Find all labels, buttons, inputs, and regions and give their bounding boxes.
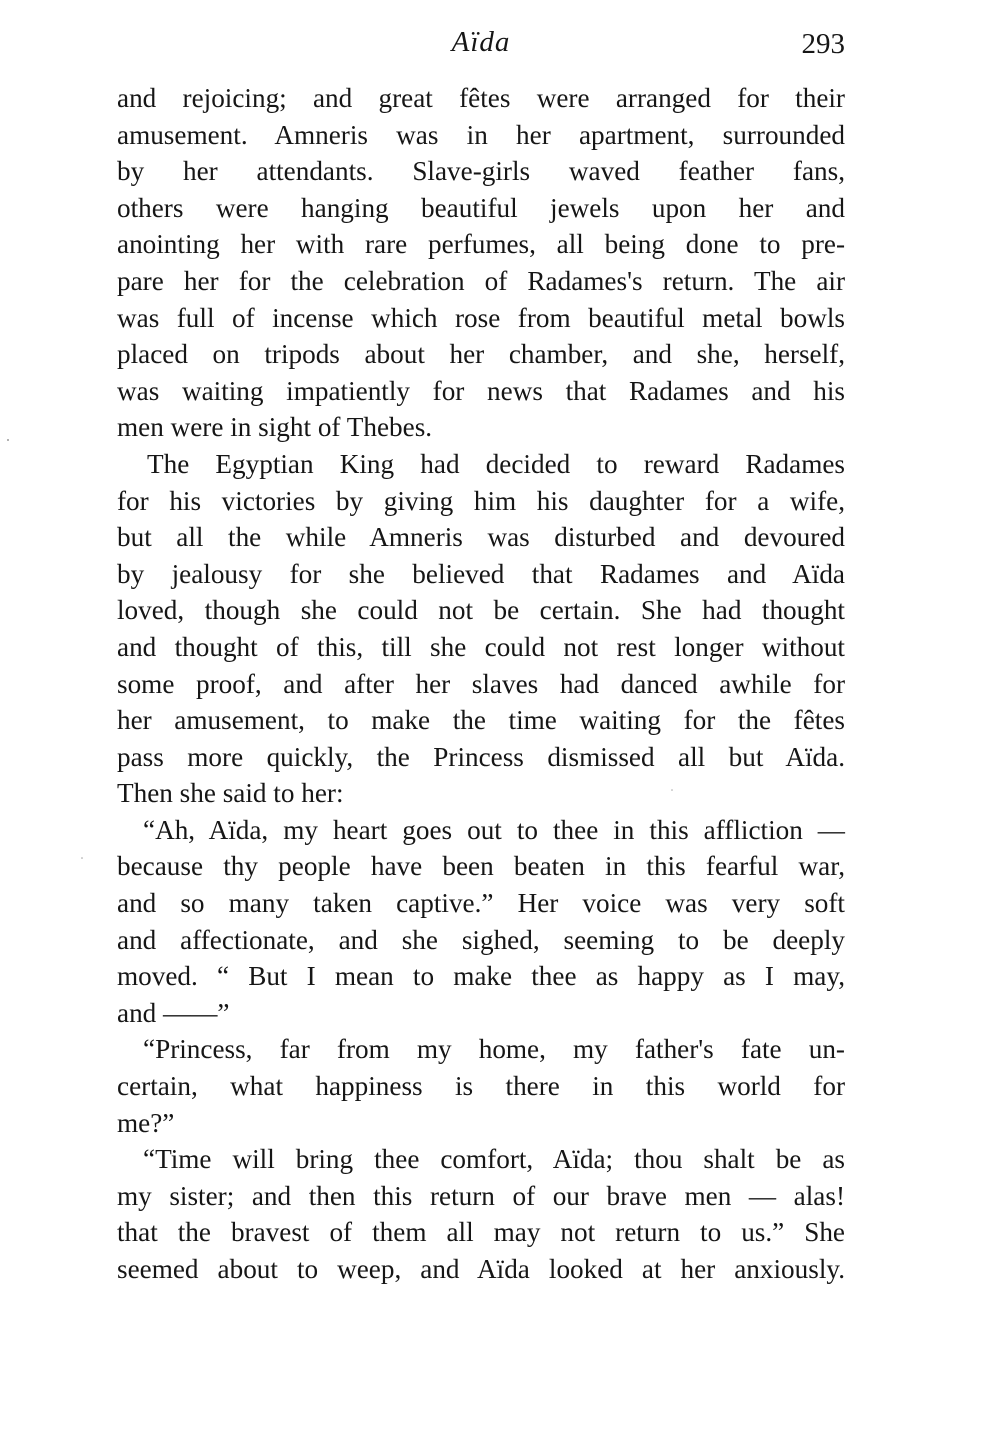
text-line: others were hanging beautiful jewels upon her and: [117, 192, 845, 223]
text-line: and so many taken captive.” Her voice was very soft: [117, 888, 845, 919]
paragraph-first-line: “Ah, Aïda, my heart goes out to thee in this affliction —: [143, 814, 845, 845]
paragraph-first-line: “Princess, far from my home, my father's fate un-: [143, 1034, 845, 1065]
text-line: some proof, and after her slaves had danced awhile for: [117, 668, 845, 699]
text-line: was full of incense which rose from beautiful metal bowls: [117, 302, 845, 333]
text-line: my sister; and then this return of our brave men — alas!: [117, 1180, 845, 1211]
text-line: pare her for the celebration of Radames's return. The air: [117, 265, 845, 296]
text-line: placed on tripods about her chamber, and she, herself,: [117, 339, 845, 370]
speck: [81, 857, 83, 859]
text-line: by jealousy for she believed that Radames and Aïda: [117, 558, 845, 589]
text-line: seemed about to weep, and Aïda looked at her anxiously.: [117, 1254, 845, 1284]
text-line: her amusement, to make the time waiting for the fêtes: [117, 705, 845, 736]
text-line: Then she said to her:: [117, 778, 344, 809]
speck: [7, 439, 9, 441]
text-line: moved. “ But I mean to make thee as happy as I may,: [117, 961, 845, 992]
running-title: Aïda: [451, 26, 511, 58]
text-line: me?”: [117, 1107, 175, 1138]
text-line: by her attendants. Slave-girls waved feather fans,: [117, 156, 845, 187]
paragraph-first-line: The Egyptian King had decided to reward Radames: [147, 448, 845, 479]
text-line: for his victories by giving him his daughter for a wife,: [117, 485, 845, 516]
text-line: and thought of this, till she could not rest longer without: [117, 631, 845, 662]
text-line: anointing her with rare perfumes, all being done to pre-: [117, 229, 845, 260]
text-line: loved, though she could not be certain. She had thought: [117, 595, 845, 626]
text-line: amusement. Amneris was in her apartment, surrounded: [117, 119, 845, 150]
text-line: because thy people have been beaten in this fearful war,: [117, 851, 845, 882]
running-header: [117, 22, 845, 62]
text-line: pass more quickly, the Princess dismissed all but Aïda.: [117, 741, 845, 772]
text-line: men were in sight of Thebes.: [117, 412, 433, 443]
page-number: 293: [801, 28, 845, 60]
body-text: [117, 80, 845, 1288]
text-line: certain, what happiness is there in this world for: [117, 1071, 845, 1102]
text-line: was waiting impatiently for news that Radames and his: [117, 375, 845, 406]
text-line: and rejoicing; and great fêtes were arranged for their: [117, 83, 845, 113]
text-line: and ——”: [117, 997, 230, 1028]
text-line: and affectionate, and she sighed, seeming to be deeply: [117, 924, 845, 955]
paragraph-first-line: “Time will bring thee comfort, Aïda; thou shalt be as: [143, 1144, 845, 1175]
text-line: that the bravest of them all may not return to us.” She: [117, 1217, 845, 1248]
text-line: but all the while Amneris was disturbed and devoured: [117, 522, 845, 553]
